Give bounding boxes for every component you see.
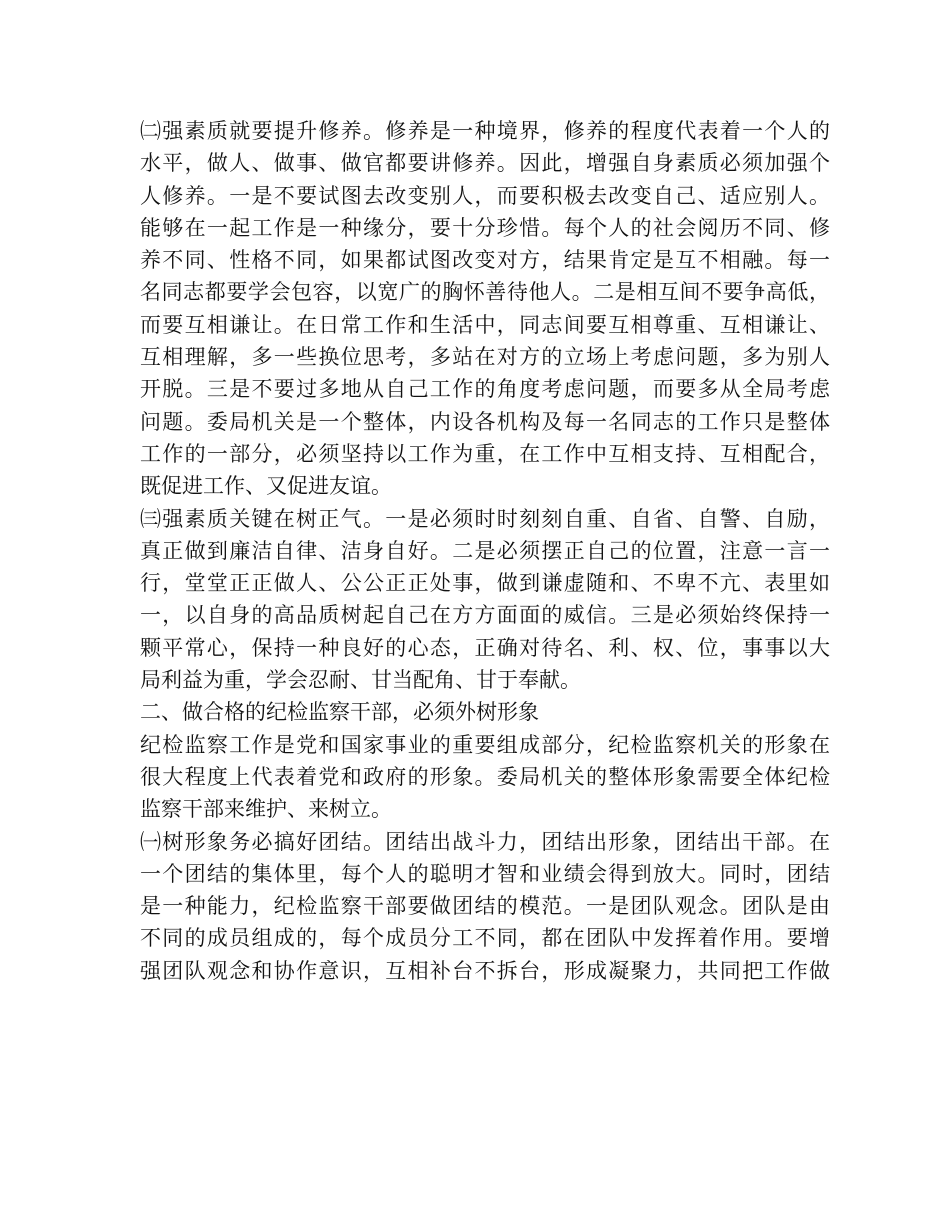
text-line: 纪检监察工作是党和国家事业的重要组成部分，纪检监察机关的形象在 (140, 732, 830, 757)
text-line: 真正做到廉洁自律、洁身自好。二是必须摆正自己的位置，注意一言一 (140, 538, 830, 563)
text-line: 一个团结的集体里，每个人的聪明才智和业绩会得到放大。同时，团结 (140, 861, 830, 886)
text-line: 名同志都要学会包容，以宽广的胸怀善待他人。二是相互间不要争高低， (140, 280, 830, 305)
text-line: 监察干部来维护、来树立。 (140, 797, 392, 822)
text-line: 很大程度上代表着党和政府的形象。委局机关的整体形象需要全体纪检 (140, 764, 830, 789)
section-heading: 二、做合格的纪检监察干部，必须外树形象 (140, 700, 539, 725)
text-line: ㈠树形象务必搞好团结。团结出战斗力，团结出形象，团结出干部。在 (140, 829, 830, 854)
text-line: 颗平常心，保持一种良好的心态，正确对待名、利、权、位，事事以大 (140, 635, 830, 660)
text-line: 人修养。一是不要试图去改变别人，而要积极去改变自己、适应别人。 (140, 183, 830, 208)
text-line: 是一种能力，纪检监察干部要做团结的模范。一是团队观念。团队是由 (140, 894, 830, 919)
text-line: 一，以自身的高品质树起自己在方方面面的威信。三是必须始终保持一 (140, 603, 830, 628)
text-line: 问题。委局机关是一个整体，内设各机构及每一名同志的工作只是整体 (140, 409, 830, 434)
text-line: 强团队观念和协作意识，互相补台不拆台，形成凝聚力，共同把工作做 (140, 958, 830, 983)
text-line: 而要互相谦让。在日常工作和生活中，同志间要互相尊重、互相谦让、 (140, 312, 830, 337)
text-line: 不同的成员组成的，每个成员分工不同，都在团队中发挥着作用。要增 (140, 926, 830, 951)
text-line: 开脱。三是不要过多地从自己工作的角度考虑问题，而要多从全局考虑 (140, 377, 830, 402)
text-line: ㈡强素质就要提升修养。修养是一种境界，修养的程度代表着一个人的 (140, 119, 830, 143)
text-line: 行，堂堂正正做人、公公正正处事，做到谦虚随和、不卑不亢、表里如 (140, 571, 830, 596)
text-line: 养不同、性格不同，如果都试图改变对方，结果肯定是互不相融。每一 (140, 248, 830, 273)
text-line: ㈢强素质关键在树正气。一是必须时时刻刻自重、自省、自警、自励， (140, 506, 830, 531)
text-line: 既促进工作、又促进友谊。 (140, 474, 392, 499)
text-line: 能够在一起工作是一种缘分，要十分珍惜。每个人的社会阅历不同、修 (140, 215, 830, 240)
text-line: 工作的一部分，必须坚持以工作为重，在工作中互相支持、互相配合， (140, 441, 830, 466)
text-line: 水平，做人、做事、做官都要讲修养。因此，增强自身素质必须加强个 (140, 151, 830, 176)
document-page (140, 115, 830, 987)
text-line: 互相理解，多一些换位思考，多站在对方的立场上考虑问题，多为别人 (140, 345, 830, 370)
text-line: 局利益为重，学会忍耐、甘当配角、甘于奉献。 (140, 668, 581, 693)
